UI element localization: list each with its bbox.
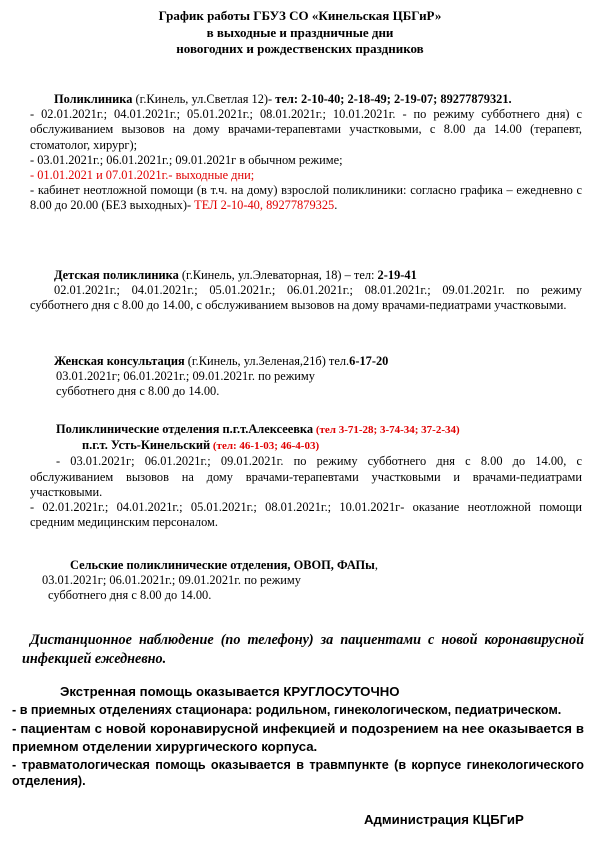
children-clinic-section (30, 268, 582, 314)
womens-clinic-name: Женская консультация (54, 354, 185, 368)
rural-departments-name: Сельские поликлинические отделения, ОВОП, ФАПы (70, 558, 375, 572)
branch-alekseevka-header (30, 422, 582, 438)
rural-schedule-1: 03.01.2021г; 06.01.2021г.; 09.01.2021г. по режиму (42, 573, 301, 588)
branch-departments-section (30, 422, 582, 530)
polyclinic-phones: тел: 2-10-40; 2-18-49; 2-19-07; 89277879321. (272, 92, 512, 106)
rural-comma: , (374, 558, 378, 572)
emergency-section (12, 683, 584, 789)
urgent-care-phone: ТЕЛ 2-10-40, 89277879325 (191, 198, 335, 213)
children-clinic-address: (г.Кинель, ул.Элеваторная, 18) – тел: (178, 268, 375, 282)
document-title (0, 8, 600, 58)
polyclinic-urgent-care (30, 183, 582, 213)
branch-ust-kinelsky-header (30, 438, 582, 454)
emergency-item-1: - в приемных отделениях стационара: родильном, гинекологическом, педиатрическом. (12, 702, 562, 717)
branch-alekseevka-phones: (тел 3-71-28; 3-74-34; 37-2-34) (313, 424, 460, 436)
emergency-item-2: - пациентам с новой коронавирусной инфекцией и подозрением на нее оказывается в приемном отделении хирургического корпуса. (12, 720, 584, 755)
polyclinic-section (30, 92, 582, 214)
rural-departments-section (40, 558, 560, 604)
children-clinic-name: Детская поликлиника (54, 268, 179, 282)
polyclinic-name: Поликлиника (54, 92, 133, 106)
womens-clinic-header (54, 354, 574, 369)
title-line-1: График работы ГБУЗ СО «Кинельская ЦБГиР» (158, 8, 442, 23)
polyclinic-schedule-1: - 02.01.2021г.; 04.01.2021г.; 05.01.2021г.; 08.01.2021г.; 10.01.2021г. - по режиму субботнего дня) с обслуживанием вызовов на дому врачами-терапевтами участковыми, с 8.00 да 14.00 (терапевт, стоматолог, хирург); (30, 107, 582, 152)
polyclinic-address: (г.Кинель, ул.Светлая 12)- (132, 92, 273, 106)
emergency-item-3: - травматологическая помощь оказывается в травмпункте (в корпусе гинекологического отделения). (12, 757, 584, 788)
branch-schedule-1: - 03.01.2021г; 06.01.2021г.; 09.01.2021г. по режиму субботнего дня с 8.00 до 14.00, с обслуживанием вызовов на дому врачами-терапевтами участковыми и врачами-педиатрами участковыми. (30, 454, 582, 499)
children-clinic-schedule: 02.01.2021г.; 04.01.2021г.; 05.01.2021г.; 06.01.2021г.; 08.01.2021г.; 09.01.2021г. по режиму субботнего дня с 8.00 до 14.00, с обслуживанием вызовов на дому врачами-педиатрами участковыми. (30, 283, 582, 313)
womens-clinic-schedule-2: субботнего дня с 8.00 до 14.00. (56, 384, 220, 399)
emergency-title: Экстренная помощь оказывается КРУГЛОСУТОЧНО (60, 684, 400, 699)
urgent-care-text: - кабинет неотложной помощи (в т.ч. на дому) взрослой поликлиники: согласно графика – ежедневно с 8.00 до 20.00 (БЕЗ выходных)- (30, 183, 582, 213)
polyclinic-schedule-2: - 03.01.2021г.; 06.01.2021г.; 09.01.2021г в обычном режиме; (30, 152, 343, 167)
womens-clinic-schedule-1: 03.01.2021г; 06.01.2021г.; 09.01.2021г. по режиму (56, 369, 315, 384)
children-clinic-header (30, 268, 582, 283)
womens-clinic-address: (г.Кинель, ул.Зеленая,21б) тел. (184, 354, 350, 368)
rural-departments-header (40, 558, 560, 573)
title-line-3: новогодних и рождественских праздников (176, 41, 424, 56)
branch-schedule-2: - 02.01.2021г.; 04.01.2021г.; 05.01.2021г.; 08.01.2021г.; 10.01.2021г- оказание неотложной помощи средним медицинским персоналом. (30, 500, 582, 530)
children-clinic-phone: 2-19-41 (374, 268, 417, 282)
title-line-2: в выходные и праздничные дни (206, 24, 394, 40)
polyclinic-days-off: - 01.01.2021 и 07.01.2021г.- выходные дни; (30, 168, 255, 183)
polyclinic-header (30, 92, 582, 107)
womens-clinic-section (54, 354, 574, 400)
womens-clinic-phone: 6-17-20 (349, 354, 389, 368)
branch-ust-kinelsky-phones: (тел: 46-1-03; 46-4-03) (210, 440, 320, 453)
urgent-care-end: . (334, 198, 338, 213)
rural-schedule-2: субботнего дня с 8.00 до 14.00. (48, 588, 212, 603)
branch-ust-kinelsky-name: п.г.т. Усть-Кинельский (82, 438, 211, 453)
signature: Администрация КЦБГиР (364, 812, 524, 827)
remote-monitoring-note: Дистанционное наблюдение (по телефону) за пациентами с новой коронавирусной инфекцией ежедневно. (22, 632, 584, 667)
branch-alekseevka-name: Поликлинические отделения п.г.т.Алексеевка (56, 422, 314, 436)
